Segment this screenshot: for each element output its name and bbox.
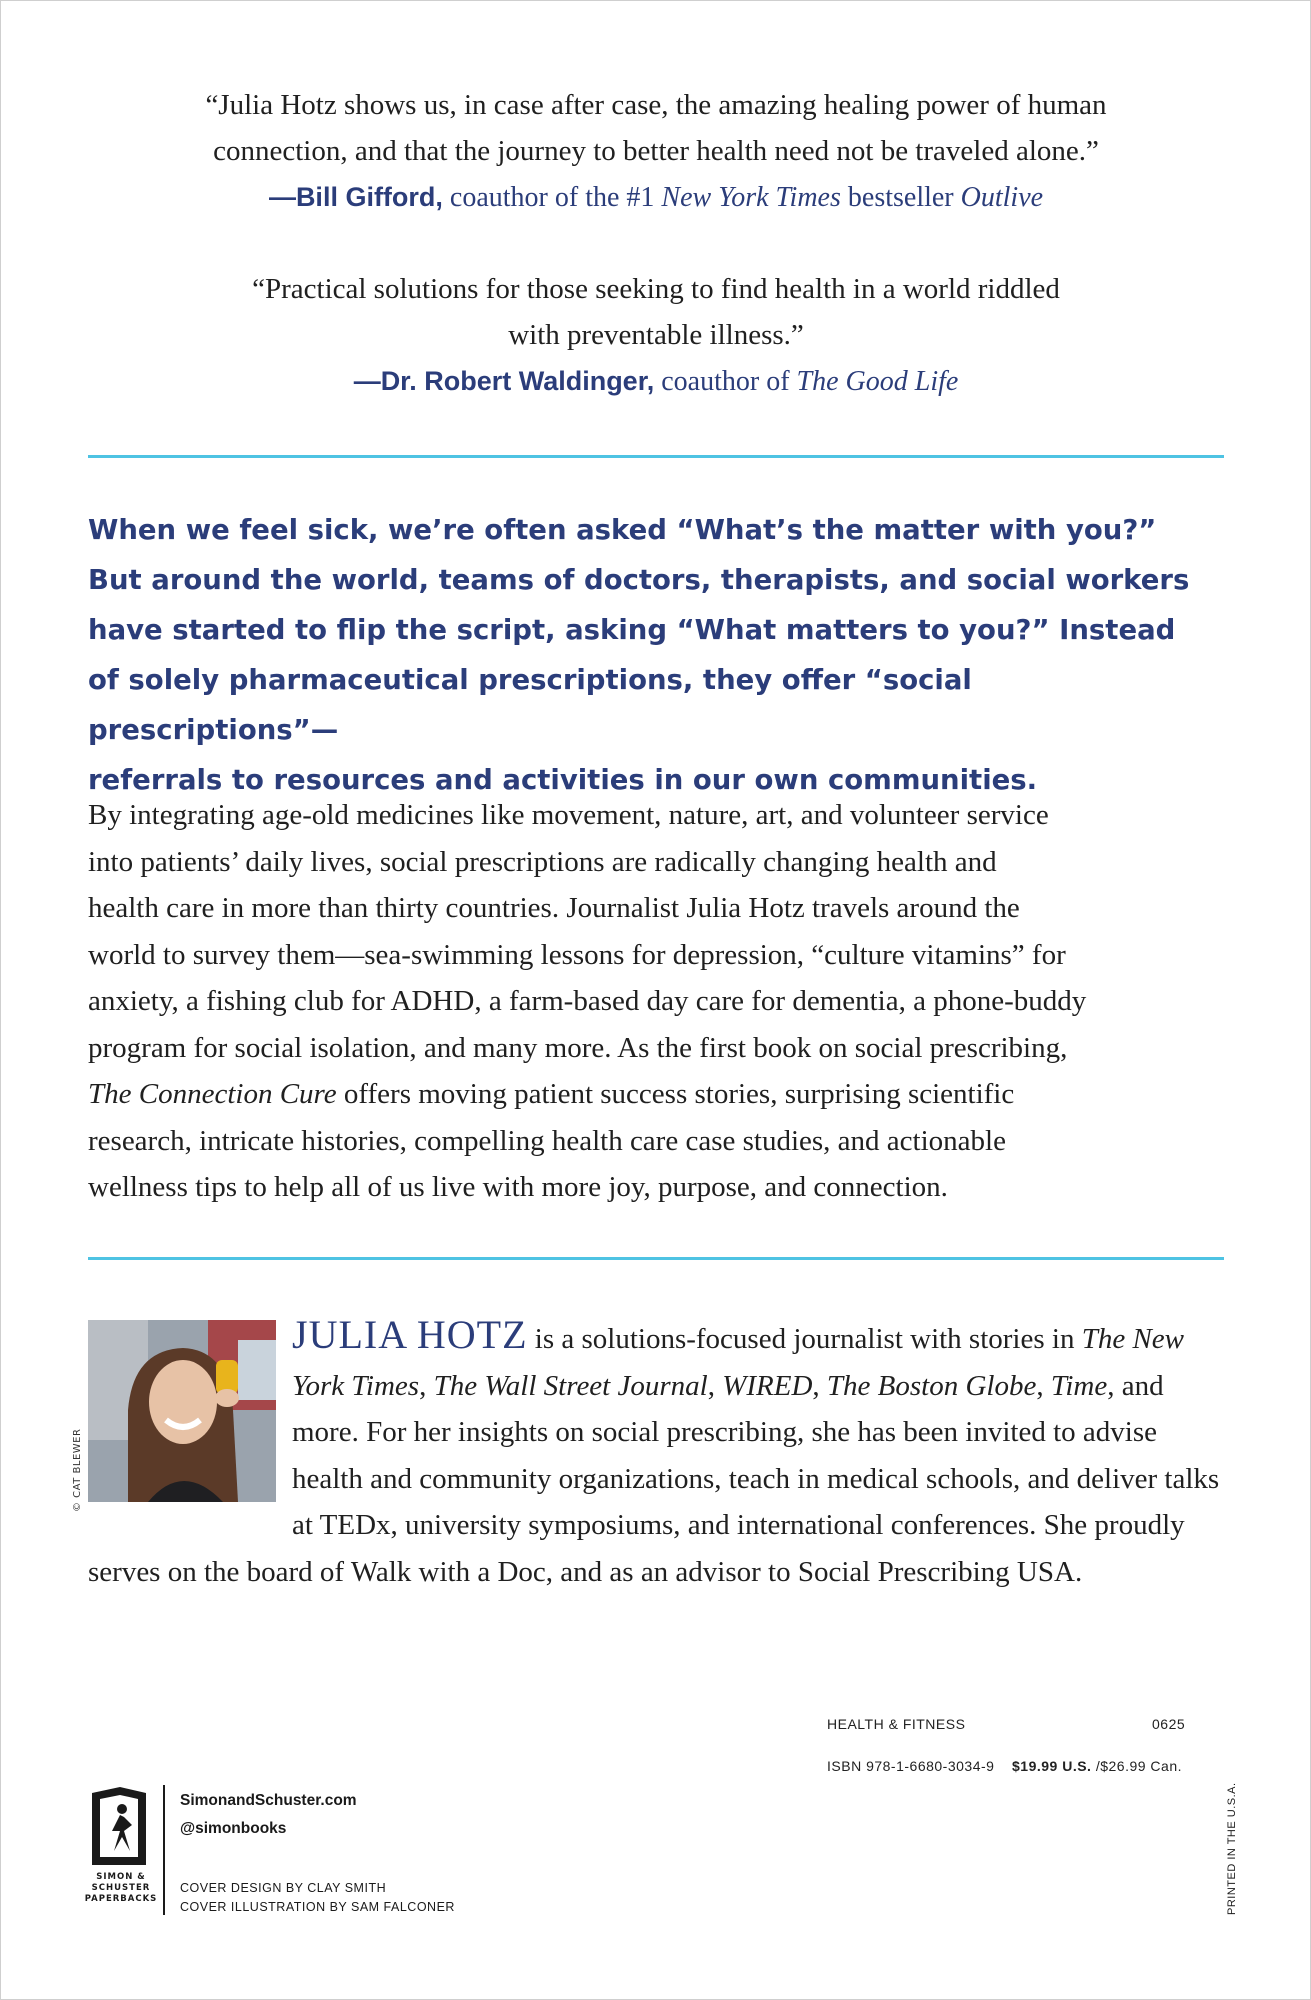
logo-text-line: PAPERBACKS — [84, 1894, 158, 1904]
hook-line: of solely pharmaceutical prescriptions, they offer “social prescriptions”— — [88, 664, 972, 746]
bio-text: , and more. For her insights on social prescribing, she has been invited to advise health and community organizations, teach in medical schools, and deliver talks at TEDx, university symposiums, and international conferences. She proudly serves on the board of Walk with a Doc, and as an advisor to Social Prescribing USA. — [88, 1369, 1220, 1588]
bio-text: , — [707, 1369, 723, 1402]
blurb-role-title: The Good Life — [796, 366, 959, 397]
body-line: wellness tips to help all of us live with more joy, purpose, and connection. — [88, 1171, 948, 1203]
publication-name: Time — [1050, 1369, 1108, 1402]
hook-paragraph — [88, 505, 1228, 805]
body-line — [88, 1071, 1228, 1118]
blurb-quote-line: “Julia Hotz shows us, in case after case, the amazing healing power of human — [205, 89, 1107, 121]
bio-text: , — [419, 1369, 434, 1402]
blurb-quote-line: with preventable illness.” — [508, 319, 804, 351]
publication-name: The Boston Globe — [826, 1369, 1037, 1402]
publisher-logo-text — [84, 1872, 158, 1905]
body-line: program for social isolation, and many more. As the first book on social prescribing, — [88, 1031, 1068, 1064]
blurb-role: bestseller — [840, 182, 961, 213]
body-line: research, intricate histories, compelling health care case studies, and actionable — [88, 1124, 1006, 1157]
publication-name: WIRED — [722, 1369, 813, 1402]
logo-text-line: SIMON & — [96, 1872, 146, 1882]
price-us: $19.99 U.S. — [1012, 1758, 1092, 1774]
isbn-line — [827, 1758, 1182, 1774]
blurb-attribution — [88, 358, 1224, 405]
body-line: By integrating age-old medicines like movement, nature, art, and volunteer service — [88, 799, 1049, 831]
blurb-role: coauthor of the #1 — [442, 182, 662, 213]
body-line: health care in more than thirty countries. Journalist Julia Hotz travels around the — [88, 892, 1020, 924]
hook-line: But around the world, teams of doctors, therapists, and social workers — [88, 564, 1190, 596]
body-line: into patients’ daily lives, social prescriptions are radically changing health and — [88, 845, 997, 878]
publication-name: The Wall Street Journal — [433, 1369, 708, 1402]
author-name: JULIA HOTZ — [292, 1312, 528, 1357]
cover-illustration-credit: COVER ILLUSTRATION BY SAM FALCONER — [180, 1900, 455, 1914]
blurb-waldinger — [88, 266, 1224, 405]
photo-spacer — [88, 1312, 292, 1542]
body-line-text: offers moving patient success stories, surprising scientific — [336, 1078, 1015, 1110]
category-label: HEALTH & FITNESS — [827, 1716, 966, 1732]
blurb-gifford — [88, 82, 1224, 221]
blurb-role: coauthor of — [654, 366, 797, 397]
book-title: The Connection Cure — [88, 1078, 337, 1110]
blurb-attribution — [88, 174, 1224, 221]
blurb-author: —Bill Gifford, — [268, 182, 443, 212]
blurb-author: —Dr. Robert Waldinger, — [353, 366, 655, 396]
blurb-role-title: New York Times — [661, 182, 841, 213]
photo-credit: © CAT BLEWER — [72, 1428, 83, 1512]
hook-line: have started to flip the script, asking “What matters to you?” Instead — [88, 614, 1176, 646]
publisher-divider — [163, 1785, 165, 1915]
publication-name: The New York Times — [292, 1323, 1185, 1402]
publisher-handle: @simonbooks — [180, 1820, 287, 1837]
hook-line: referrals to resources and activities in our own communities. — [88, 764, 1038, 796]
body-line: world to survey them—sea-swimming lessons for depression, “culture vitamins” for — [88, 938, 1066, 971]
divider-rule — [88, 1257, 1224, 1260]
divider-rule — [88, 455, 1224, 458]
hook-line: When we feel sick, we’re often asked “What’s the matter with you?” — [88, 514, 1157, 546]
product-code: 0625 — [1152, 1716, 1186, 1732]
bio-text: , — [812, 1369, 827, 1402]
logo-text-line: SCHUSTER — [91, 1883, 151, 1893]
blurb-quote-line: “Practical solutions for those seeking to find health in a world riddled — [252, 273, 1060, 305]
blurb-quote-line: connection, and that the journey to better health need not be traveled alone.” — [213, 135, 1099, 167]
bio-text: , — [1036, 1369, 1051, 1402]
author-bio — [88, 1312, 1234, 1595]
bio-text: is a solutions-focused journalist with stories in — [527, 1323, 1082, 1355]
body-line: anxiety, a fishing club for ADHD, a farm-based day care for dementia, a phone-buddy — [88, 985, 1087, 1017]
publisher-website[interactable]: SimonandSchuster.com — [180, 1792, 357, 1809]
printed-in-label: PRINTED IN THE U.S.A. — [1226, 1782, 1238, 1915]
isbn: ISBN 978-1-6680-3034-9 — [827, 1758, 995, 1774]
description-paragraph — [88, 792, 1228, 1211]
blurb-role-title: Outlive — [960, 182, 1044, 213]
price-can: /$26.99 Can. — [1091, 1758, 1182, 1774]
cover-design-credit: COVER DESIGN BY CLAY SMITH — [180, 1881, 387, 1895]
